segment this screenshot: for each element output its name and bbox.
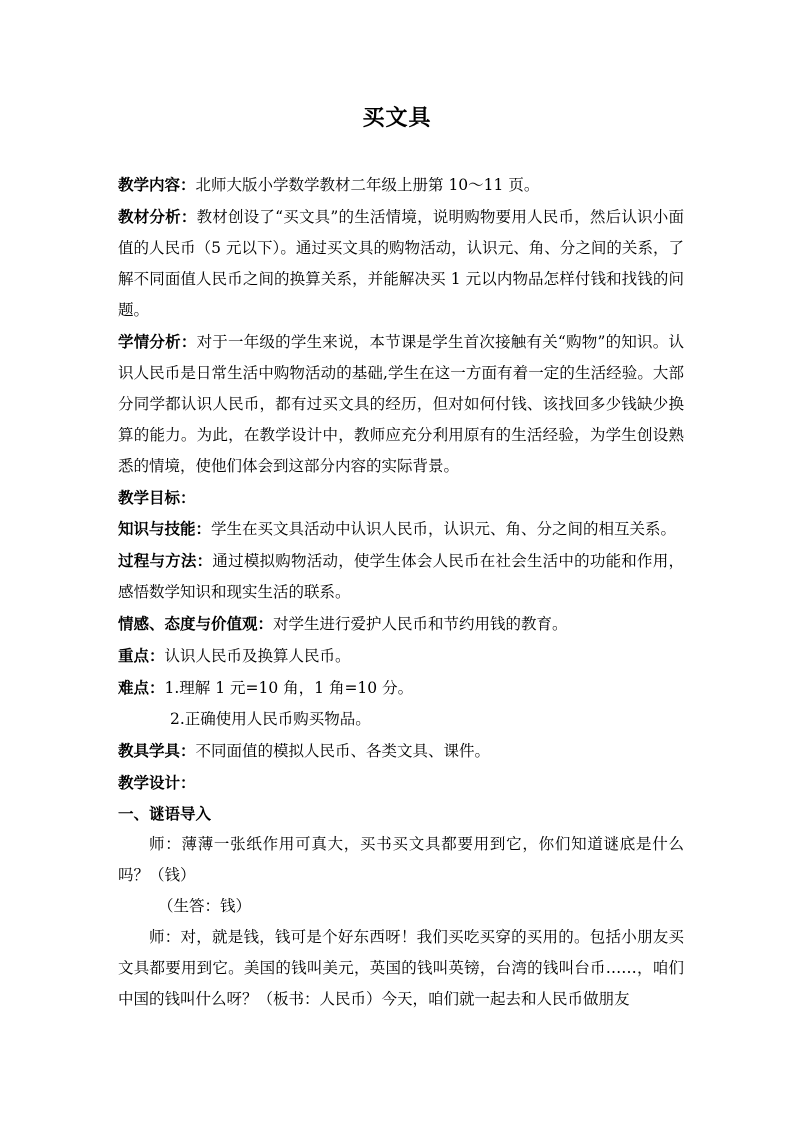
- material-analysis-label: 教材分析：: [118, 207, 197, 226]
- knowledge-skills-text: 学生在买文具活动中认识人民币，认识元、角、分之间的相互关系。: [211, 520, 677, 538]
- difficulty-item-1: 1.理解 1 元=10 角，1 角=10 分。: [164, 679, 414, 697]
- process-methods-label: 过程与方法：: [118, 551, 213, 570]
- teacher-line-1: 师：薄薄一张纸作用可真大，买书买文具都要用到它，你们知道谜底是什么吗？（钱）: [118, 835, 684, 884]
- teaching-content-label: 教学内容：: [118, 175, 196, 194]
- difficulty-item-2-paragraph: [118, 704, 684, 735]
- knowledge-skills-paragraph: [118, 513, 684, 545]
- process-methods-paragraph: [118, 545, 684, 608]
- teaching-tools-text: 不同面值的模拟人民币、各类文具、课件。: [195, 742, 491, 760]
- teaching-content-paragraph: [118, 169, 684, 201]
- teaching-content-text: 北师大版小学数学教材二年级上册第 10～11 页。: [195, 176, 540, 194]
- document-body: [118, 169, 684, 1015]
- key-point-paragraph: [118, 640, 684, 672]
- objectives-heading: 教学目标：: [118, 488, 196, 507]
- student-analysis-label: 学情分析：: [118, 332, 197, 351]
- material-analysis-text: 教材创设了“买文具”的生活情境，说明购物要用人民币，然后认识小面值的人民币（5 元以下）。通过买文具的购物活动，认识元、角、分之间的关系，了解不同面值人民币之间的换算关系，并能解决买 1 元以内物品怎样付钱和找钱的问题。: [118, 208, 684, 319]
- student-line-1: （生答：钱）: [158, 897, 252, 915]
- section-1-heading: 一、谜语导入: [118, 804, 212, 823]
- design-heading: 教学设计：: [118, 773, 196, 792]
- student-analysis-paragraph: [118, 326, 684, 482]
- emotion-values-label: 情感、态度与价值观：: [118, 614, 274, 633]
- key-point-label: 重点：: [118, 646, 165, 665]
- difficulty-paragraph: [118, 672, 684, 704]
- difficulty-item-2: 2.正确使用人民币购买物品。: [170, 710, 371, 728]
- key-point-text: 认识人民币及换算人民币。: [164, 647, 351, 665]
- student-analysis-text: 对于一年级的学生来说，本节课是学生首次接触有关“购物”的知识。认识人民币是日常生活中购物活动的基础,学生在这一方面有着一定的生活经验。大部分同学都认识人民币，都有过买文具的经历，但对如何付钱、该找回多少钱缺少换算的能力。为此，在教学设计中，教师应充分利用原有的生活经验，为学生创设熟悉的情境，使他们体会到这部分内容的实际背景。: [118, 333, 684, 475]
- document-title: 买文具: [362, 105, 432, 131]
- knowledge-skills-label: 知识与技能：: [118, 519, 212, 538]
- teaching-tools-paragraph: [118, 735, 684, 767]
- emotion-values-paragraph: [118, 608, 684, 640]
- emotion-values-text: 对学生进行爱护人民币和节约用钱的教育。: [273, 615, 568, 633]
- material-analysis-paragraph: [118, 201, 684, 326]
- process-methods-text: 通过模拟购物活动，使学生体会人民币在社会生活中的功能和作用，感悟数学知识和现实生活的联系。: [118, 552, 684, 601]
- difficulty-label: 难点：: [118, 678, 165, 697]
- teacher-line-2: 师：对，就是钱，钱可是个好东西呀！我们买吃买穿的买用的。包括小朋友买文具都要用到它。美国的钱叫美元，英国的钱叫英镑，台湾的钱叫台币……，咱们中国的钱叫什么呀？（板书：人民币）今天，咱们就一起去和人民币做朋友: [118, 928, 684, 1008]
- teaching-tools-label: 教具学具：: [118, 741, 196, 760]
